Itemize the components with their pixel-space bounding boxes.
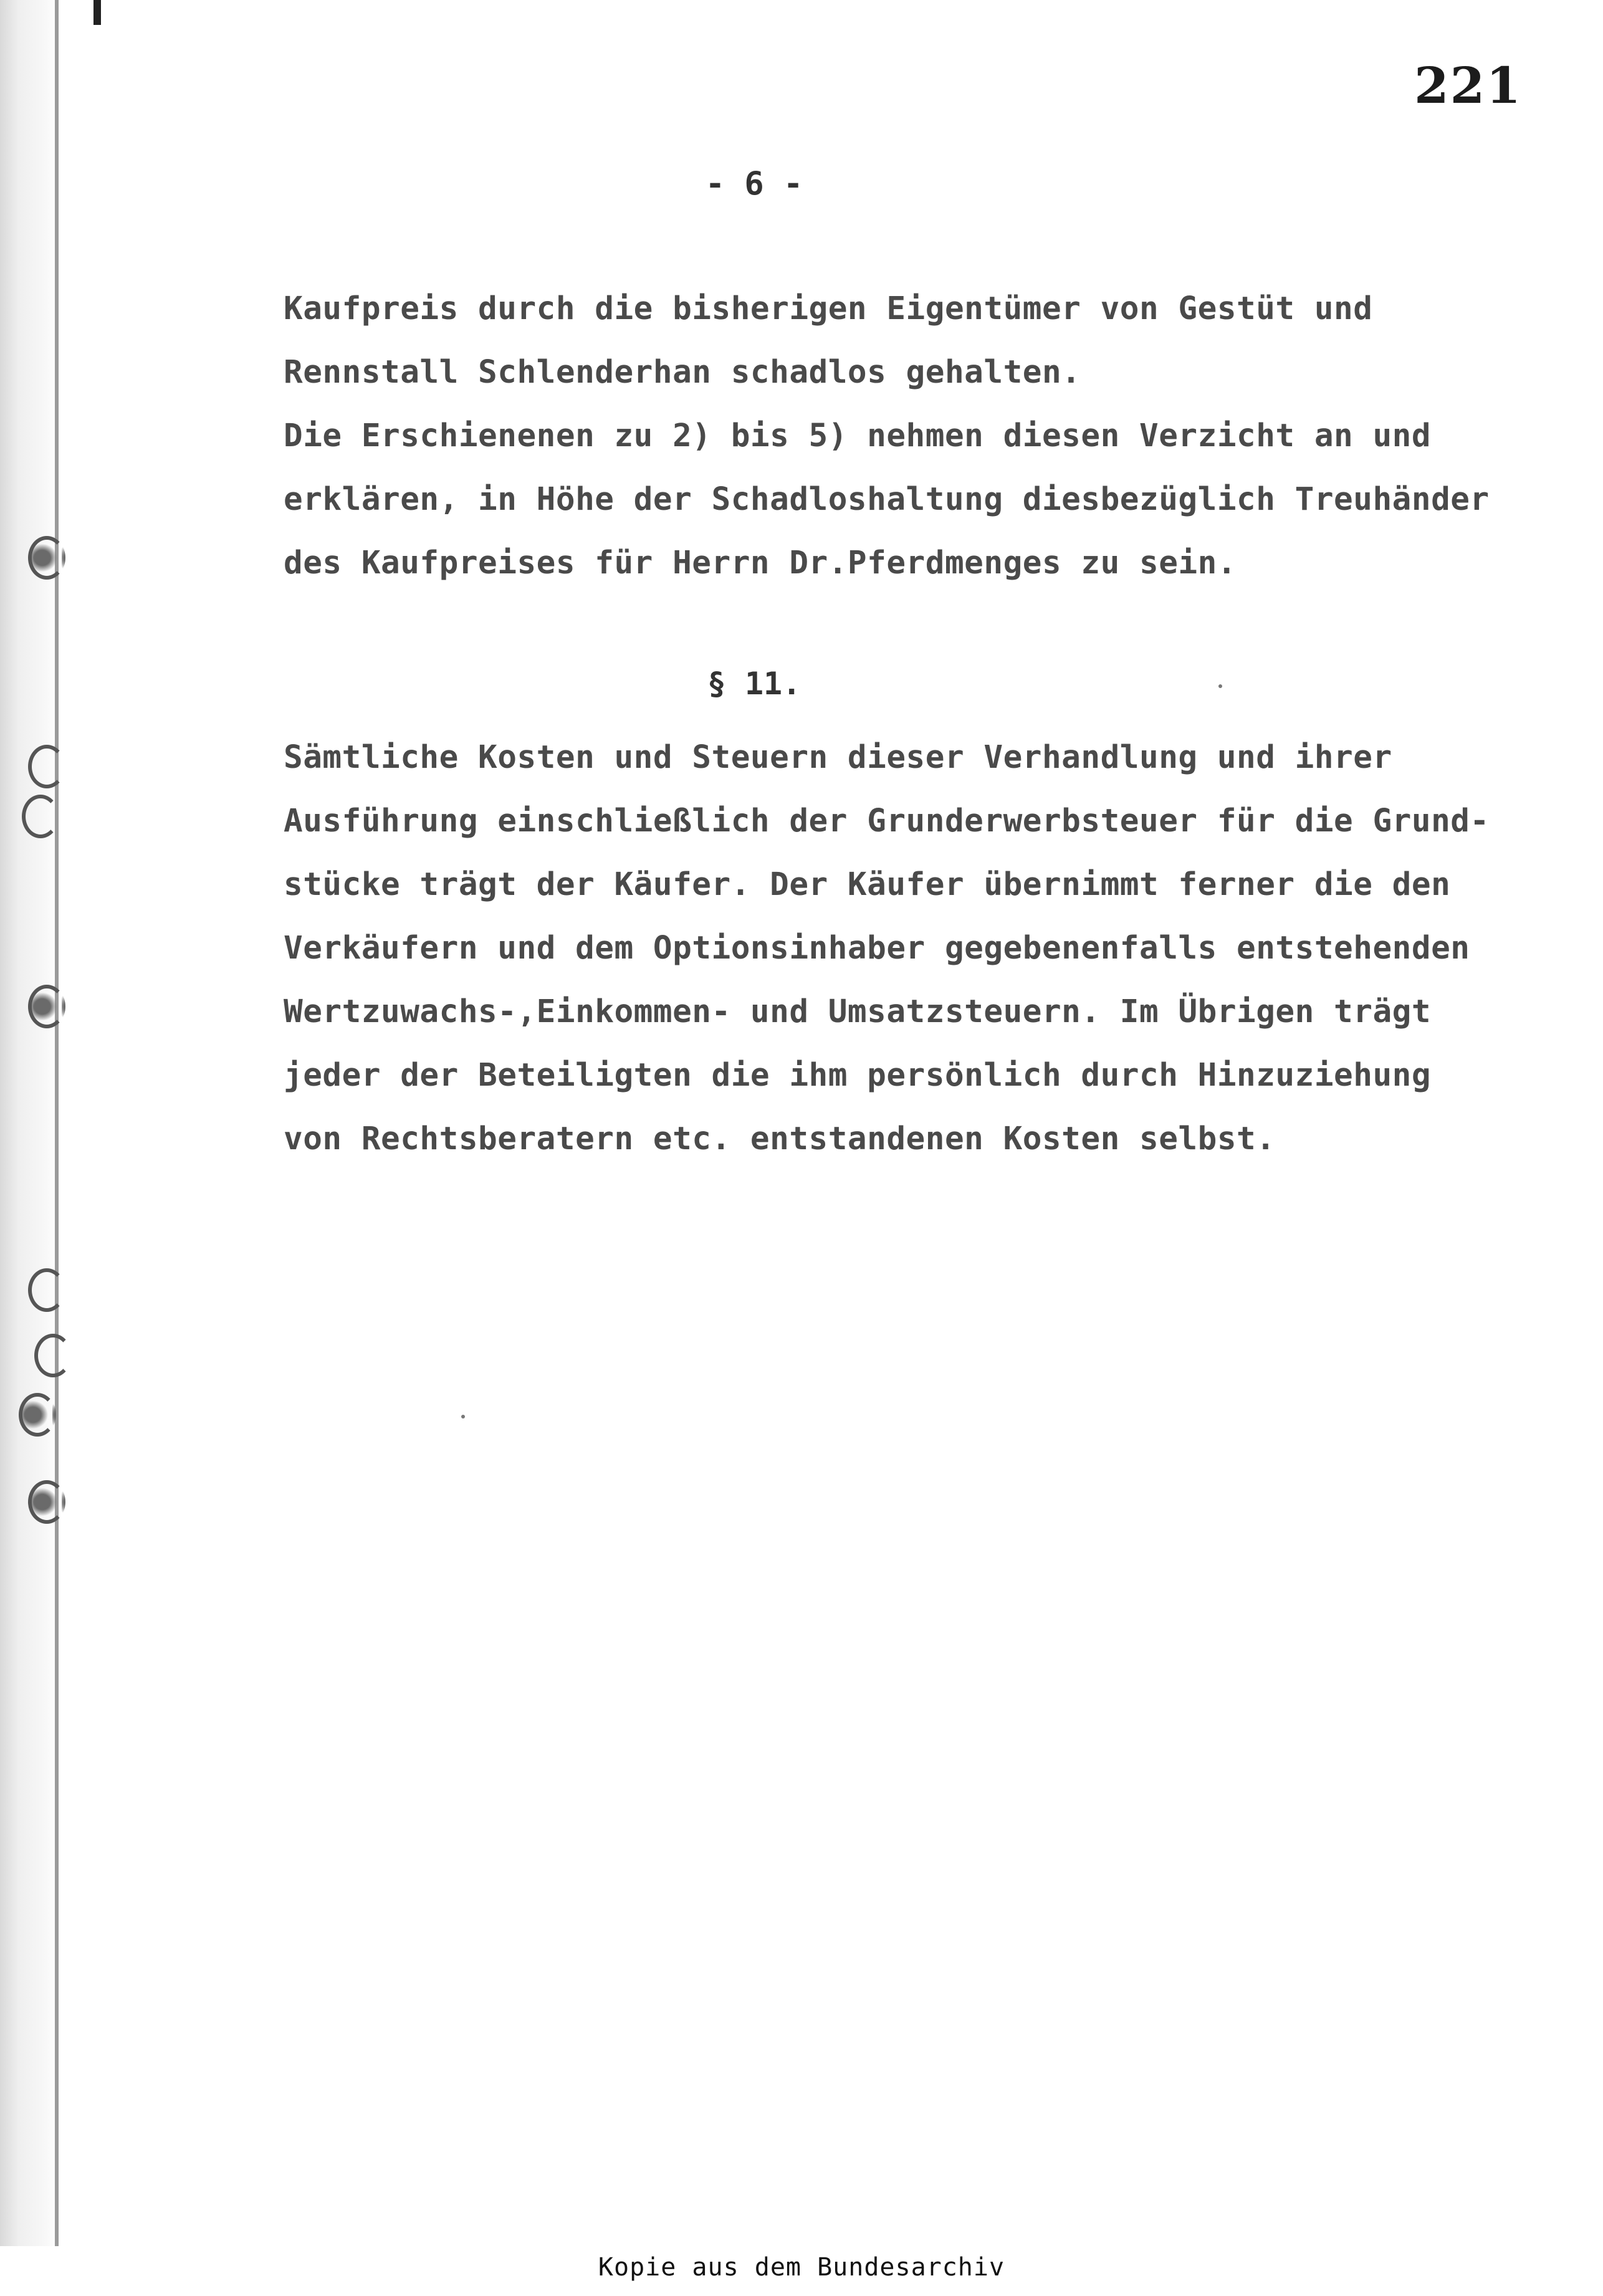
punch-hole-icon	[19, 1393, 56, 1437]
text-line: Die Erschienenen zu 2) bis 5) nehmen diesen Verzicht an und	[284, 418, 1432, 454]
corner-mark	[93, 0, 101, 25]
dust-speck	[1218, 684, 1222, 688]
archive-footer: Kopie aus dem Bundesarchiv	[598, 2253, 1005, 2282]
punch-hole-icon	[22, 795, 59, 838]
binding-line	[55, 0, 59, 2296]
text-line: Ausführung einschließlich der Grunderwerbsteuer für die Grund-	[284, 803, 1490, 839]
text-line: Sämtliche Kosten und Steuern dieser Verhandlung und ihrer	[284, 739, 1392, 776]
punch-hole-icon	[28, 1268, 65, 1312]
binding-edge	[0, 0, 59, 2296]
punch-hole-icon	[28, 536, 65, 580]
text-line: Wertzuwachs-,Einkommen- und Umsatzsteuern. Im Übrigen trägt	[284, 993, 1432, 1030]
punch-hole-icon	[34, 1334, 72, 1377]
section-heading: § 11.	[707, 666, 801, 702]
text-line: Rennstall Schlenderhan schadlos gehalten.	[284, 354, 1081, 391]
text-line: Verkäufern und dem Optionsinhaber gegebenenfalls entstehenden	[284, 930, 1470, 967]
text-line: Kaufpreis durch die bisherigen Eigentümer von Gestüt und	[284, 290, 1373, 327]
text-line: stücke trägt der Käufer. Der Käufer übernimmt ferner die den	[284, 866, 1451, 903]
page-number: - 6 -	[705, 165, 803, 203]
text-line: jeder der Beteiligten die ihm persönlich durch Hinzuziehung	[284, 1057, 1432, 1094]
paragraph-2	[284, 726, 1499, 1171]
text-line: erklären, in Höhe der Schadloshaltung diesbezüglich Treuhänder	[284, 481, 1490, 518]
archive-page-number: 221	[1414, 56, 1522, 115]
punch-hole-icon	[28, 1480, 65, 1524]
punch-hole-icon	[28, 745, 65, 788]
text-line: von Rechtsberatern etc. entstandenen Kosten selbst.	[284, 1121, 1276, 1157]
dust-speck	[461, 1415, 465, 1418]
punch-hole-icon	[28, 985, 65, 1028]
text-line: des Kaufpreises für Herrn Dr.Pferdmenges zu sein.	[284, 545, 1237, 581]
paragraph-1	[284, 277, 1499, 595]
